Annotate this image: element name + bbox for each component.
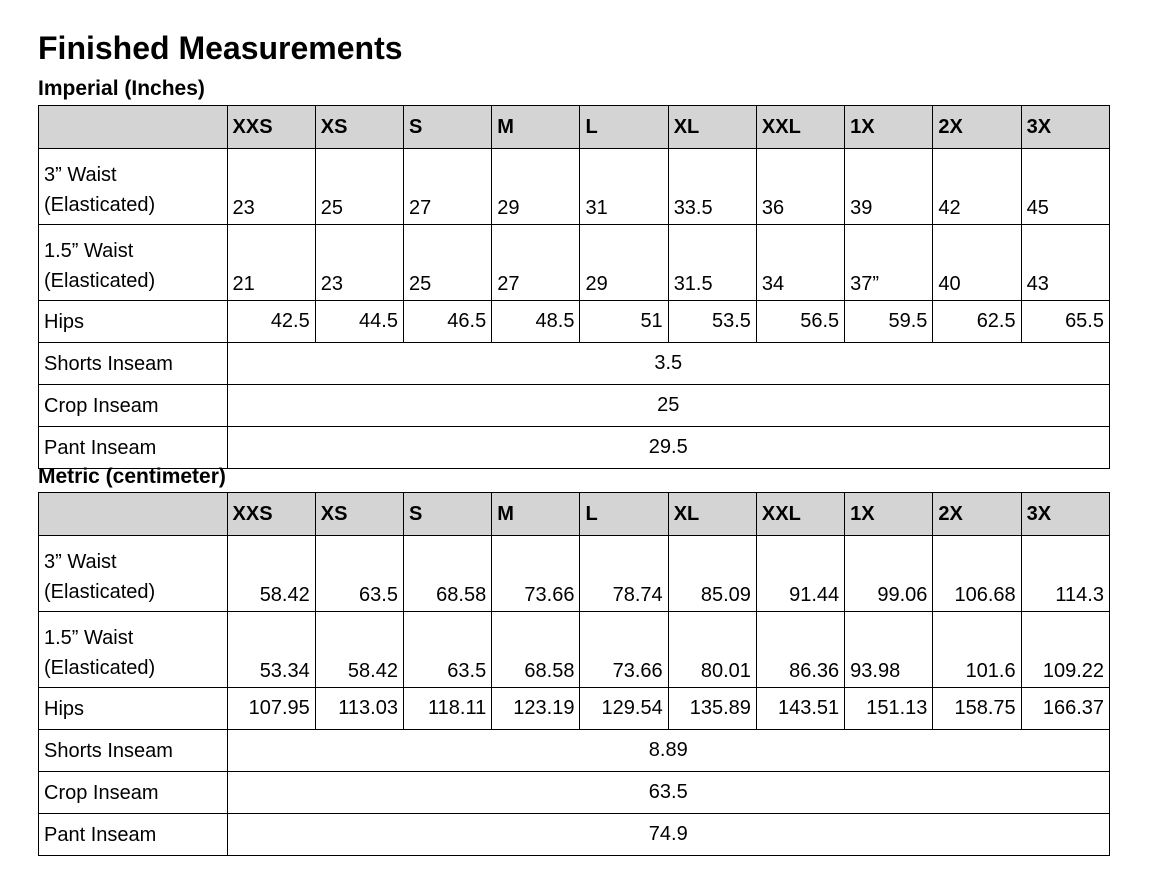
row-label: Crop Inseam [39, 385, 228, 427]
row-label-line: (Elasticated) [44, 270, 156, 292]
table-row [39, 688, 1110, 730]
imperial-heading: Imperial (Inches) [38, 77, 205, 100]
table-cell: 23 [315, 225, 403, 301]
table-cell: 51 [580, 301, 668, 343]
size-header: S [403, 106, 491, 149]
header-corner [39, 106, 228, 149]
page-title: Finished Measurements [38, 30, 403, 66]
table-cell: 31 [580, 149, 668, 225]
row-label: Hips [39, 688, 228, 730]
table-cell: 114.3 [1021, 536, 1109, 612]
table-cell: 48.5 [492, 301, 580, 343]
header-row [39, 106, 1110, 149]
table-cell: 101.6 [933, 612, 1021, 688]
table-cell: 118.11 [403, 688, 491, 730]
table-cell: 44.5 [315, 301, 403, 343]
table-cell: 29 [580, 225, 668, 301]
table-cell: 123.19 [492, 688, 580, 730]
size-header: S [403, 493, 491, 536]
table-cell: 109.22 [1021, 612, 1109, 688]
table-cell: 93.98 [845, 612, 933, 688]
size-header: XL [668, 493, 756, 536]
row-label-line: 1.5” Waist [44, 627, 134, 649]
table-cell: 21 [227, 225, 315, 301]
table-cell: 29.5 [227, 427, 1109, 469]
table-cell: 143.51 [756, 688, 844, 730]
table-cell: 3.5 [227, 343, 1109, 385]
size-header: 2X [933, 493, 1021, 536]
row-label-line: (Elasticated) [44, 581, 156, 603]
table-cell: 33.5 [668, 149, 756, 225]
table-cell: 53.5 [668, 301, 756, 343]
table-cell: 23 [227, 149, 315, 225]
row-label [39, 225, 228, 301]
row-label-line: (Elasticated) [44, 194, 156, 216]
size-header: XS [315, 106, 403, 149]
size-header: M [492, 106, 580, 149]
header-row [39, 493, 1110, 536]
table-cell: 25 [315, 149, 403, 225]
metric-table [38, 492, 1110, 856]
table-row [39, 343, 1110, 385]
table-cell: 106.68 [933, 536, 1021, 612]
size-header: XXS [227, 106, 315, 149]
table-cell: 53.34 [227, 612, 315, 688]
size-header: XXL [756, 106, 844, 149]
size-header: M [492, 493, 580, 536]
table-cell: 63.5 [227, 772, 1109, 814]
row-label-line: (Elasticated) [44, 657, 156, 679]
table-row [39, 301, 1110, 343]
table-cell: 29 [492, 149, 580, 225]
imperial-table [38, 105, 1110, 469]
row-label: Shorts Inseam [39, 730, 228, 772]
table-cell: 34 [756, 225, 844, 301]
table-row [39, 385, 1110, 427]
table-cell: 113.03 [315, 688, 403, 730]
table-cell: 65.5 [1021, 301, 1109, 343]
table-cell: 59.5 [845, 301, 933, 343]
size-header: 3X [1021, 493, 1109, 536]
table-cell: 80.01 [668, 612, 756, 688]
row-label: Hips [39, 301, 228, 343]
table-cell: 73.66 [492, 536, 580, 612]
table-cell: 73.66 [580, 612, 668, 688]
size-header: 1X [845, 106, 933, 149]
table-cell: 8.89 [227, 730, 1109, 772]
table-row [39, 149, 1110, 225]
table-row [39, 536, 1110, 612]
table-cell: 45 [1021, 149, 1109, 225]
table-cell: 27 [492, 225, 580, 301]
size-header: XXS [227, 493, 315, 536]
table-cell: 68.58 [403, 536, 491, 612]
table-cell: 151.13 [845, 688, 933, 730]
table-cell: 63.5 [315, 536, 403, 612]
row-label-line: 1.5” Waist [44, 240, 134, 262]
table-cell: 25 [403, 225, 491, 301]
metric-heading: Metric (centimeter) [38, 465, 226, 488]
row-label-line: 3” Waist [44, 551, 117, 573]
table-cell: 46.5 [403, 301, 491, 343]
table-cell: 78.74 [580, 536, 668, 612]
header-corner [39, 493, 228, 536]
table-cell: 36 [756, 149, 844, 225]
table-row [39, 225, 1110, 301]
table-cell: 63.5 [403, 612, 491, 688]
table-cell: 62.5 [933, 301, 1021, 343]
table-cell: 56.5 [756, 301, 844, 343]
table-cell: 25 [227, 385, 1109, 427]
size-header: L [580, 106, 668, 149]
row-label: Pant Inseam [39, 814, 228, 856]
row-label: Crop Inseam [39, 772, 228, 814]
table-cell: 40 [933, 225, 1021, 301]
table-cell: 158.75 [933, 688, 1021, 730]
size-header: XL [668, 106, 756, 149]
table-cell: 31.5 [668, 225, 756, 301]
size-header: L [580, 493, 668, 536]
table-cell: 68.58 [492, 612, 580, 688]
table-cell: 58.42 [227, 536, 315, 612]
table-cell: 58.42 [315, 612, 403, 688]
row-label-line: 3” Waist [44, 164, 117, 186]
table-cell: 74.9 [227, 814, 1109, 856]
table-cell: 43 [1021, 225, 1109, 301]
table-cell: 37” [845, 225, 933, 301]
table-cell: 85.09 [668, 536, 756, 612]
size-header: XS [315, 493, 403, 536]
size-header: 2X [933, 106, 1021, 149]
size-header: 1X [845, 493, 933, 536]
row-label: Pant Inseam [39, 427, 228, 469]
table-cell: 107.95 [227, 688, 315, 730]
table-cell: 86.36 [756, 612, 844, 688]
row-label: Shorts Inseam [39, 343, 228, 385]
table-cell: 42 [933, 149, 1021, 225]
table-row [39, 814, 1110, 856]
table-cell: 166.37 [1021, 688, 1109, 730]
table-row [39, 772, 1110, 814]
size-header: XXL [756, 493, 844, 536]
table-row [39, 612, 1110, 688]
row-label [39, 612, 228, 688]
table-row [39, 730, 1110, 772]
table-cell: 135.89 [668, 688, 756, 730]
table-cell: 129.54 [580, 688, 668, 730]
table-cell: 91.44 [756, 536, 844, 612]
row-label [39, 536, 228, 612]
table-cell: 99.06 [845, 536, 933, 612]
table-row [39, 427, 1110, 469]
size-header: 3X [1021, 106, 1109, 149]
table-cell: 42.5 [227, 301, 315, 343]
table-cell: 39 [845, 149, 933, 225]
table-cell: 27 [403, 149, 491, 225]
row-label [39, 149, 228, 225]
